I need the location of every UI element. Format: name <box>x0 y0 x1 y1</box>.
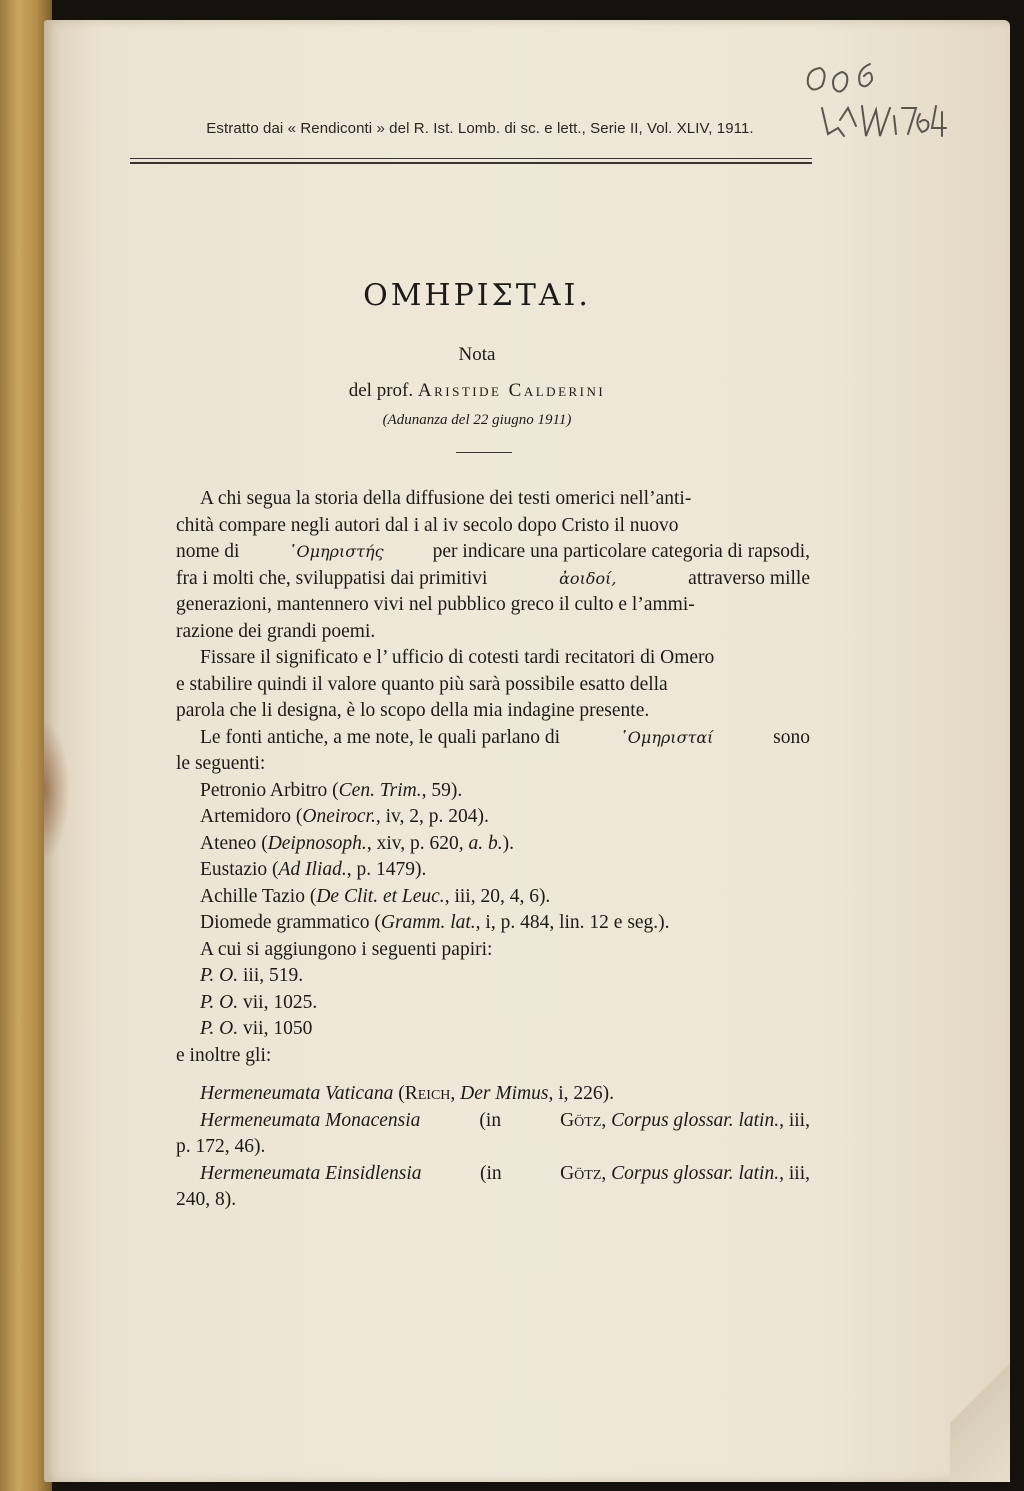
hermeneumata-vaticana <box>176 1081 810 1108</box>
author-name: Aristide Calderini <box>417 380 606 401</box>
article-subtitle: Nota <box>458 344 496 365</box>
punct: , <box>601 1109 612 1131</box>
hermeneumata-monacensia-cont <box>176 1134 810 1161</box>
source-work: De Clit. et Leuc. <box>316 885 445 907</box>
hermeneumata-author: Götz <box>560 1109 602 1131</box>
article-title: ΟΜΗΡΙΣΤΑΙ. <box>363 278 591 313</box>
text-run: Fissare il significato e l’ ufficio di cotesti tardi recitatori di Omero <box>200 647 715 668</box>
punct: ( <box>332 779 339 801</box>
text-run: per indicare una particolare categoria di rapsodi, <box>432 541 810 562</box>
section-divider <box>456 452 512 453</box>
source-work: Gramm. lat. <box>380 912 476 933</box>
papyrus-ref: vii, 1050 <box>242 1018 313 1039</box>
text-run: razione dei grandi poemi. <box>176 620 376 642</box>
hermeneumata-einsidlensia <box>176 1161 810 1188</box>
source-item <box>176 804 810 831</box>
hermeneumata-work: Corpus glossar. latin. <box>611 1162 780 1184</box>
hermeneumata-ref: , i, 226). <box>548 1083 614 1104</box>
meeting-date: (Adunanza del 22 giugno 1911) <box>382 412 572 428</box>
hermeneumata-title: Hermeneumata Vaticana <box>200 1083 394 1104</box>
source-work: a. b. <box>468 832 503 854</box>
greek-term: ῾Ομηριστής <box>288 542 384 561</box>
source-item <box>176 831 810 858</box>
punct: ( <box>374 912 381 933</box>
papyrus-item <box>176 1016 810 1043</box>
text-run: e stabilire quindi il valore quanto più sarà possibile esatto della <box>176 673 668 695</box>
hermeneumata-einsidlensia-cont <box>176 1187 810 1214</box>
p1-line-4 <box>176 566 810 593</box>
text-run: A chi segua la storia della diffusione dei testi omerici nell’anti- <box>200 488 692 509</box>
punct: ( <box>272 859 279 880</box>
papyrus-item <box>176 963 810 990</box>
text-run: attraverso mille <box>688 567 810 589</box>
source-ref: , i, p. 484, lin. 12 e seg.). <box>475 912 670 933</box>
punct: , <box>601 1162 612 1184</box>
also-intro <box>176 1043 810 1070</box>
p2-line-3 <box>176 698 810 725</box>
hermeneumata-ref: p. 172, 46). <box>176 1136 266 1157</box>
punct: ( <box>261 832 268 854</box>
papyri-intro <box>176 937 810 964</box>
text-run: A cui si aggiungono i seguenti papiri: <box>200 938 493 960</box>
hermeneumata-author: Reich <box>404 1083 451 1104</box>
source-item <box>176 778 810 805</box>
hermeneumata-ref: , iii, <box>779 1109 810 1131</box>
p1-line-5 <box>176 592 810 619</box>
p3-line-1 <box>176 725 810 752</box>
author-prefix: del prof. <box>348 380 414 401</box>
folded-corner <box>950 1302 1010 1482</box>
source-ref: , p. 1479). <box>346 859 427 880</box>
rust-stain <box>44 720 70 860</box>
spacer <box>176 1069 810 1081</box>
source-item <box>176 884 810 911</box>
source-work: Deipnosoph. <box>267 832 367 854</box>
source-work: Ad Iliad. <box>278 859 347 880</box>
papyrus-label: P. O. <box>200 1018 239 1039</box>
text-run: nome di <box>176 541 240 562</box>
greek-term: ἀοιδοί, <box>559 568 617 588</box>
punct: (in <box>479 1162 502 1184</box>
article-body <box>176 486 810 1214</box>
hermeneumata-work: Der Mimus <box>460 1083 549 1104</box>
header-rule-thick <box>130 162 812 164</box>
text-run: le seguenti: <box>176 753 266 774</box>
source-ref: , 59). <box>421 779 463 801</box>
source-author: Petronio Arbitro <box>200 779 328 801</box>
p1-line-6 <box>176 619 810 646</box>
papyrus-item <box>176 990 810 1017</box>
p1-line-2 <box>176 513 810 540</box>
text-run: e inoltre gli: <box>176 1044 272 1066</box>
source-author: Eustazio <box>200 859 268 880</box>
source-ref: , iv, 2, p. 204). <box>375 806 489 827</box>
text-run: parola che li designa, è lo scopo della mia indagine presente. <box>176 700 650 721</box>
text-run: chità compare negli autori dal i al iv secolo dopo Cristo il nuovo <box>176 514 679 536</box>
hermeneumata-author: Götz <box>560 1162 602 1184</box>
p1-line-1 <box>176 486 810 513</box>
p1-line-3 <box>176 539 810 566</box>
offprint-header: Estratto dai « Rendiconti » del R. Ist. Lomb. di sc. e lett., Serie II, Vol. XLIV, 1911. <box>206 120 754 137</box>
punct: ( <box>309 885 317 907</box>
p2-line-2 <box>176 672 810 699</box>
author-line <box>136 380 818 402</box>
source-item <box>176 910 810 937</box>
papyrus-label: P. O. <box>200 965 239 986</box>
source-author: Diomede grammatico <box>200 912 370 933</box>
punct: ( <box>398 1083 405 1104</box>
text-run: sono <box>773 726 810 748</box>
source-author: Ateneo <box>200 832 257 854</box>
source-ref: , xiv, p. 620, <box>366 832 469 854</box>
text-run: fra i molti che, sviluppatisi dai primitivi <box>176 567 488 589</box>
p2-line-1 <box>176 645 810 672</box>
source-author: Artemidoro <box>200 806 291 827</box>
hermeneumata-monacensia <box>176 1108 810 1135</box>
punct: ( <box>295 806 303 827</box>
hermeneumata-work: Corpus glossar. latin. <box>611 1109 780 1131</box>
papyrus-ref: iii, 519. <box>242 965 304 986</box>
text-run: Le fonti antiche, a me note, le quali parlano di <box>200 726 561 748</box>
source-work: Oneirocr. <box>302 806 376 827</box>
header-rule-thin <box>130 158 812 159</box>
handwritten-shelfmark <box>770 58 970 168</box>
source-ref: , iii, 20, 4, 6). <box>444 885 551 907</box>
papyrus-label: P. O. <box>200 991 239 1013</box>
hermeneumata-ref: , iii, <box>779 1162 810 1184</box>
punct: ). <box>502 832 514 854</box>
text-run: generazioni, mantennero vivi nel pubblico greco il culto e l’ammi- <box>176 594 695 615</box>
papyrus-ref: vii, 1025. <box>242 991 318 1013</box>
greek-term: ῾Ομηρισταί <box>619 727 714 747</box>
hermeneumata-title: Hermeneumata Einsidlensia <box>200 1162 422 1184</box>
source-author: Achille Tazio <box>200 885 305 907</box>
p3-line-2 <box>176 751 810 778</box>
punct: (in <box>479 1109 502 1131</box>
source-work: Cen. Trim. <box>338 779 422 801</box>
hermeneumata-title: Hermeneumata Monacensia <box>200 1109 421 1131</box>
punct: , <box>450 1083 461 1104</box>
source-item <box>176 857 810 884</box>
hermeneumata-ref: 240, 8). <box>176 1189 237 1210</box>
